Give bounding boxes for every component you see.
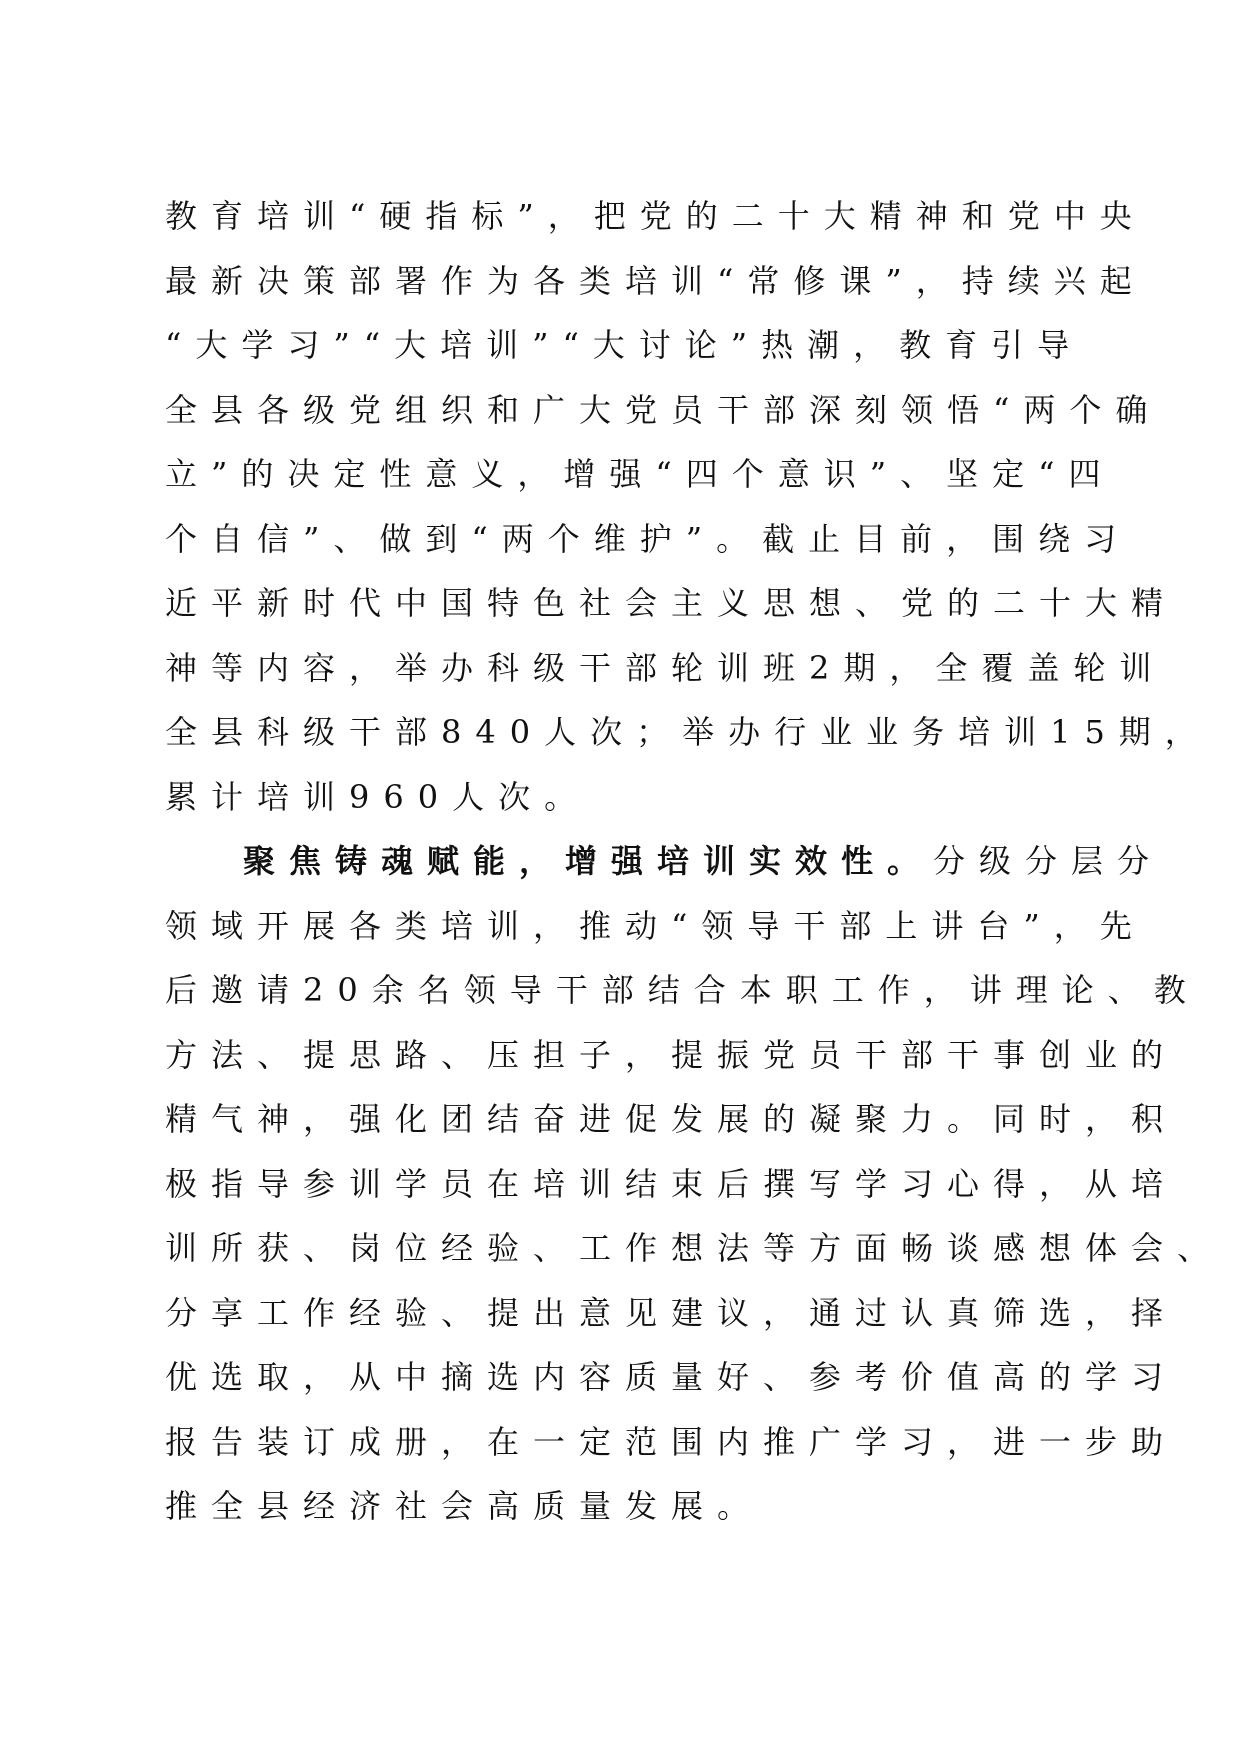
paragraph-line: 最新决策部署作为各类培训“常修课”，持续兴起 xyxy=(165,261,1146,300)
paragraph-line: 个自信”、做到“两个维护”。截止目前，围绕习 xyxy=(165,519,1131,558)
paragraph-line-rest: 分级分层分 xyxy=(933,842,1164,880)
paragraph-line: 全县各级党组织和广大党员干部深刻领悟“两个确 xyxy=(165,390,1162,429)
paragraph-line: 分享工作经验、提出意见建议，通过认真筛选，择 xyxy=(165,1293,1178,1332)
paragraph-line: 累计培训960人次。 xyxy=(165,777,591,816)
paragraph-first-line xyxy=(165,829,1165,894)
paragraph-training-overview xyxy=(165,184,1211,829)
paragraph-line: 教育培训“硬指标”，把党的二十大精神和党中央 xyxy=(165,197,1146,235)
paragraph-line: 近平新时代中国特色社会主义思想、党的二十大精 xyxy=(165,584,1178,622)
section-lead-heading: 聚焦铸魂赋能，增强培训实效性。 xyxy=(243,842,934,880)
paragraph-line: 方法、提思路、压担子，提振党员干部干事创业的 xyxy=(165,1035,1178,1074)
paragraph-line: 报告装订成册，在一定范围内推广学习，进一步助 xyxy=(165,1422,1178,1461)
paragraph-line: 领域开展各类培训，推动“领导干部上讲台”，先 xyxy=(165,906,1146,945)
paragraph-line: 优选取，从中摘选内容质量好、参考价值高的学习 xyxy=(165,1358,1178,1396)
paragraph-line: 神等内容，举办科级干部轮训班2期，全覆盖轮训 xyxy=(165,648,1166,687)
paragraph-training-effectiveness xyxy=(165,829,1224,1539)
paragraph-line: 训所获、岗位经验、工作想法等方面畅谈感想体会、 xyxy=(165,1229,1224,1267)
paragraph-line: 精气神，强化团结奋进促发展的凝聚力。同时，积 xyxy=(165,1100,1178,1138)
paragraph-line: 极指导参训学员在培训结束后撰写学习心得，从培 xyxy=(165,1164,1178,1203)
paragraph-line: 立”的决定性意义，增强“四个意识”、坚定“四 xyxy=(165,455,1115,493)
paragraph-line: “大学习”“大培训”“大讨论”热潮，教育引导 xyxy=(165,326,1084,364)
paragraph-line: 后邀请20余名领导干部结合本职工作，讲理论、教 xyxy=(165,971,1200,1009)
paragraph-line: 推全县经济社会高质量发展。 xyxy=(165,1487,764,1525)
paragraph-line: 全县科级干部840人次；举办行业业务培训15期， xyxy=(165,713,1211,751)
